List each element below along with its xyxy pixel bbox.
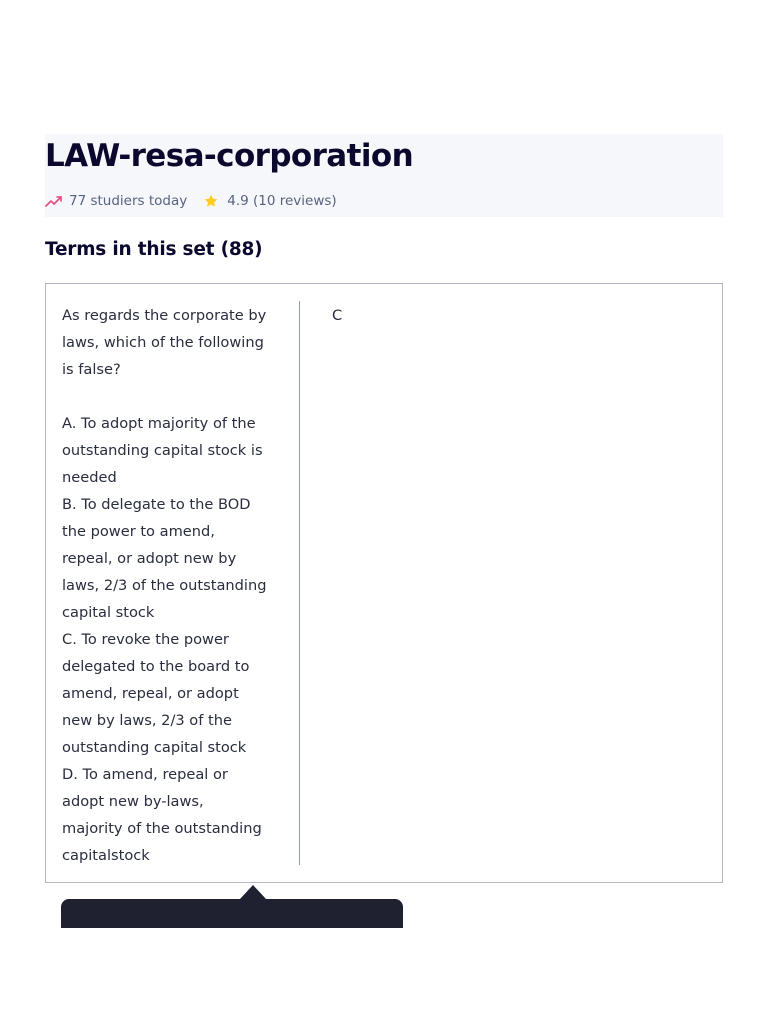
terms-heading: Terms in this set (88)	[45, 239, 263, 260]
trending-up-icon	[45, 194, 63, 208]
studiers-count: 77 studiers today	[69, 193, 188, 209]
tooltip-arrow	[240, 885, 266, 899]
set-stats	[45, 190, 337, 212]
set-title: LAW-resa-corporation	[45, 138, 414, 174]
term-card[interactable]	[45, 283, 723, 883]
star-icon	[203, 193, 219, 209]
rating-text[interactable]: 4.9 (10 reviews)	[227, 193, 337, 209]
tooltip-popup	[61, 899, 403, 928]
definition-text: C	[332, 307, 343, 324]
term-text: As regards the corporate by laws, which of the following is false? A. To adopt majority of the outstanding capital stock is needed B. To delegate to the BOD the power to amend, repeal, or adopt new by laws, 2/3 of the outstanding capital stock C. To revoke the power delegated to the board to amend, repeal, or adopt new by laws, 2/3 of the outstanding capital stock D. To amend, repeal or adopt new by-laws, majority of the outstanding capitalstock	[62, 307, 267, 864]
card-divider	[299, 301, 300, 865]
